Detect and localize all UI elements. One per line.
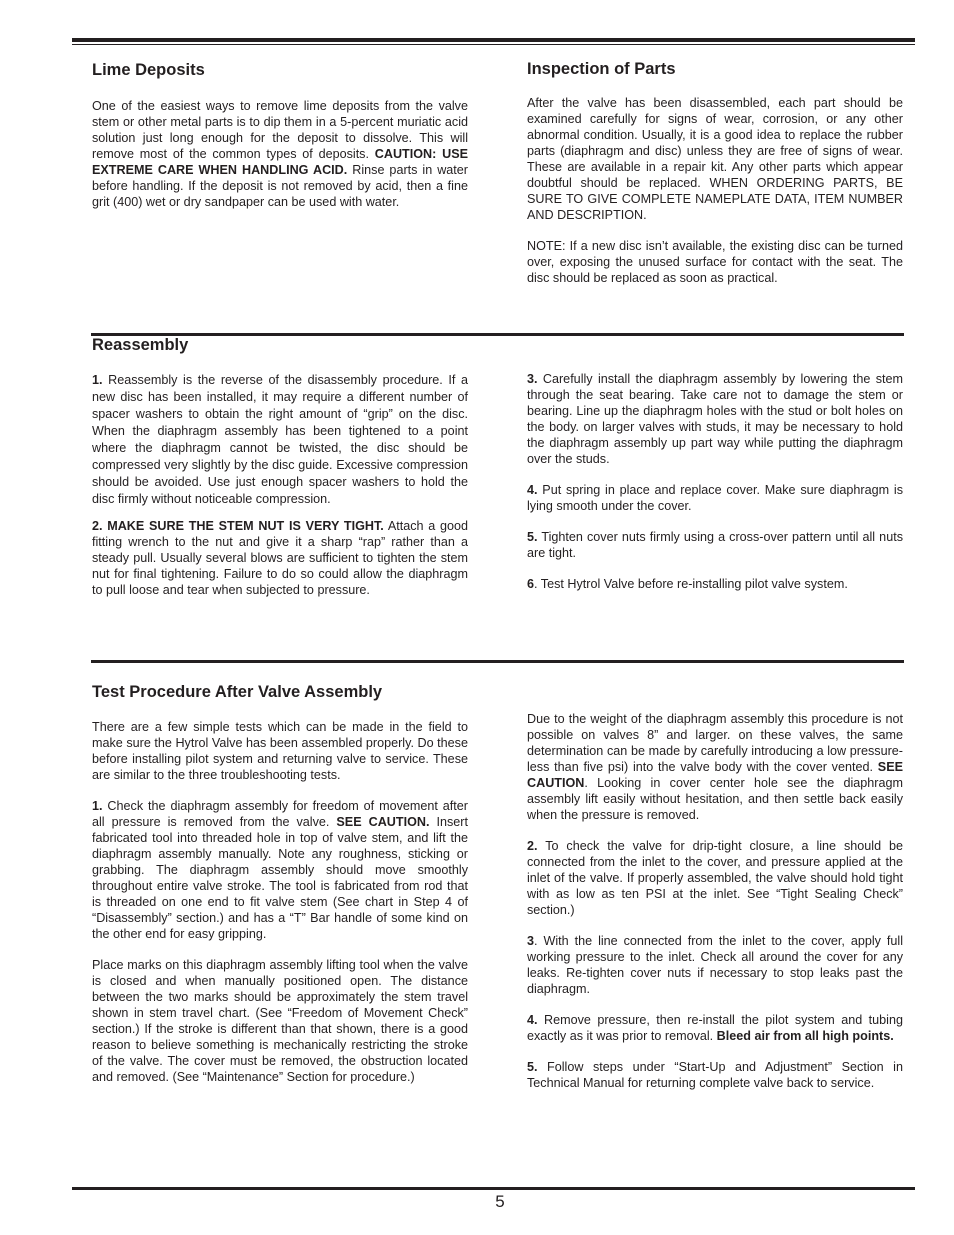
intro-paragraph: There are a few simple tests which can be made in the field to make sure the Hytrol Valve has been assembled properly. Do these before installing pilot system and returning valve to service. These are similar to the three troubleshooting tests. (92, 720, 468, 782)
paragraph: After the valve has been disassembled, each part should be examined carefully for signs of wear, corrosion, or any other abnormal condition. Usually, it is a good idea to replace the rubber parts (diaphragm and disc) unless they are free of signs of wear. These are available in a repair kit. Any other parts which appear doubtful should be replaced. WHEN ORDERING PARTS, BE SURE TO GIVE COMPLETE NAMEPLATE DATA, ITEM NUMBER AND DESCRIPTION. (527, 96, 903, 222)
bottom-rule (72, 1187, 915, 1190)
caution-text: CAUTION: USE EXTREME CARE WHEN HANDLING ACID. (92, 147, 468, 177)
inspection-of-parts-section (527, 59, 903, 286)
step-2: 2. MAKE SURE THE STEM NUT IS VERY TIGHT. Attach a good fitting wrench to the nut and give it a sharp “rap” rather than a steady pull. Usually several blows are sufficient to tighten the stem nut for final tightening. Failure to do so could allow the diaphragm to pull loose and tear when subjected to pressure. (92, 519, 468, 597)
section-heading: Inspection of Parts (527, 60, 676, 78)
test-step-1: 1. Check the diaphragm assembly for freedom of movement after all pressure is removed from the valve. SEE CAUTION. Insert fabricated tool into threaded hole in top of valve stem, and lift the diaphragm assembly manually. Note any roughness, sticking or grabbing. The diaphragm assembly should move smoothly throughout entire valve stroke. The tool is fabricated from rod that is threaded on one end to fit valve stem (See chart in Step 4 of “Disassembly” section.) and has a “T” Bar handle of some kind on the other end for easy gripping. (92, 799, 468, 941)
reassembly-steps-continued (527, 371, 903, 592)
note-paragraph: NOTE: If a new disc isn’t available, the existing disc can be turned over, exposing the unused surface for contact with the seat. The disc should be replaced as soon as practical. (527, 239, 903, 285)
top-rule-thin (72, 44, 915, 45)
step-3: 3. Carefully install the diaphragm assembly by lowering the stem through the seat bearing. Take care not to damage the stem or bearing. Line up the diaphragm holes with the stud or bolt holes on the body. on larger valves with studs, it may be necessary to hold the diaphragm assembly up part way while putting the diaphragm over the studs. (527, 372, 903, 466)
step-1: 1. Reassembly is the reverse of the disassembly procedure. If a new disc has been installed, it may require a different number of spacer washers to obtain the right amount of “grip” on the disc. When the diaphragm assembly has been tightened to a point where the diaphragm cannot be twisted, the disc should be compressed very slightly by the disc guide. Excessive compression should be avoided. Use just enough spacer washers to hold the disc firmly without noticeable compression. (92, 373, 468, 506)
step-6: 6. Test Hytrol Valve before re-installing pilot valve system. (527, 577, 848, 591)
marks-paragraph: Place marks on this diaphragm assembly lifting tool when the valve is closed and when manually positioned open. The distance between the two marks should be approximately the stem travel shown in stem travel chart. (See “Freedom of Movement Check” section.) If the stroke is different than that shown, there is a good reason to believe something is mechanically restricting the stroke of the valve. The cover must be removed, the obstruction located and removed. (See “Maintenance” Section for procedure.) (92, 958, 468, 1084)
paragraph: One of the easiest ways to remove lime deposits from the valve stem or other metal parts is to dip them in a 5-percent muriatic acid solution just long enough for the deposit to dissolve. This will remove most of the common types of deposits. CAUTION: USE EXTREME CARE WHEN HANDLING ACID. Rinse parts in water before handling. If the deposit is not removed by acid, then a fine grit (400) wet or dry sandpaper can be used with water. (92, 99, 468, 209)
test-procedure-continued (527, 711, 903, 1091)
section-heading: Reassembly (92, 336, 189, 354)
section-divider-test-procedure (91, 660, 904, 663)
page-number: 5 (495, 1192, 505, 1211)
reassembly-section (92, 335, 468, 598)
test-step-3: 3. With the line connected from the inlet to the cover, apply full working pressure to the inlet. Check all around the cover for any leaks. Re-tighten cover nuts if necessary to stop leaks past the diaphragm. (527, 934, 903, 996)
step-4: 4. Put spring in place and replace cover. Make sure diaphragm is lying smooth under the cover. (527, 483, 903, 513)
test-procedure-section (92, 682, 468, 1085)
weight-paragraph: Due to the weight of the diaphragm assembly this procedure is not possible on valves 8” and larger. on these valves, the same determination can be made by carefully introducing a low pressure-less than five psi) into the valve body with the cover vented. SEE CAUTION. Looking in cover center hole see the diaphragm assembly lift easily without hesitation, and then settle back easily when the pressure is removed. (527, 712, 903, 822)
lime-deposits-section (92, 60, 468, 210)
test-step-4: 4. Remove pressure, then re-install the pilot system and tubing exactly as it was prior to removal. Bleed air from all high points. (527, 1013, 903, 1043)
section-heading: Test Procedure After Valve Assembly (92, 683, 383, 701)
test-step-5: 5. Follow steps under “Start-Up and Adjustment” Section in Technical Manual for returning complete valve back to service. (527, 1060, 903, 1090)
section-heading: Lime Deposits (92, 61, 205, 79)
test-step-2: 2. To check the valve for drip-tight closure, a line should be connected from the inlet to the cover, and pressure applied at the inlet of the valve. If properly assembled, the valve should hold tight with as low as ten PSI at the inlet. See “Tight Sealing Check” section.) (527, 839, 903, 917)
top-rule-thick (72, 38, 915, 42)
step-5: 5. Tighten cover nuts firmly using a cross-over pattern until all nuts are tight. (527, 530, 903, 560)
